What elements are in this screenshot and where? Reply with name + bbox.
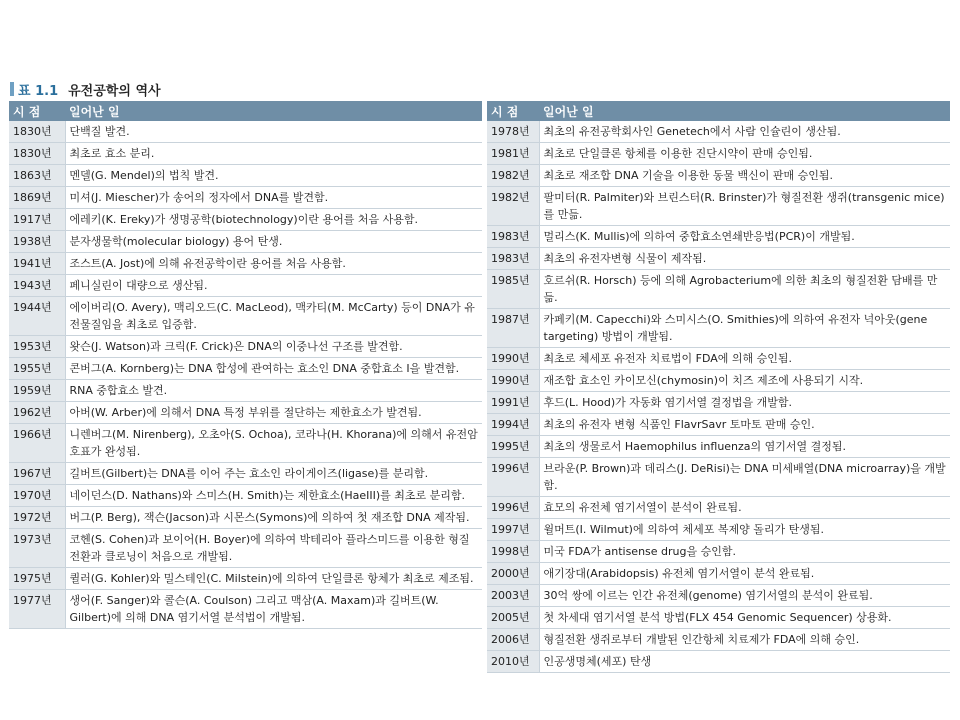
year-cell: 1983년: [487, 248, 539, 270]
table-row: [487, 270, 950, 309]
header-event: 일어난 일: [539, 101, 950, 121]
year-cell: 1830년: [9, 121, 65, 143]
event-cell: 최초로 효소 분리.: [65, 143, 482, 165]
year-cell: 1982년: [487, 187, 539, 226]
table-row: [9, 485, 482, 507]
year-cell: 1869년: [9, 187, 65, 209]
event-cell: 호르쉬(R. Horsch) 등에 의해 Agrobacterium에 의한 최초의 형질전환 담배를 만듦.: [539, 270, 950, 309]
year-cell: 1991년: [487, 392, 539, 414]
event-cell: 생어(F. Sanger)와 콜슨(A. Coulson) 그리고 맥삼(A. Maxam)과 길버트(W. Gilbert)에 의해 DNA 염기서열 분석법이 개발됨.: [65, 590, 482, 629]
year-cell: 1953년: [9, 336, 65, 358]
table-row: [487, 436, 950, 458]
year-cell: 1830년: [9, 143, 65, 165]
event-cell: 윌머트(I. Wilmut)에 의하여 체세포 복제양 돌리가 탄생됨.: [539, 519, 950, 541]
table-row: [487, 519, 950, 541]
event-cell: 후드(L. Hood)가 자동화 염기서열 결정법을 개발함.: [539, 392, 950, 414]
table-row: [487, 121, 950, 143]
event-cell: 버그(P. Berg), 잭슨(Jacson)과 시몬스(Symons)에 의하여 첫 재조합 DNA 제작됨.: [65, 507, 482, 529]
table-row: [487, 563, 950, 585]
year-cell: 1959년: [9, 380, 65, 402]
header-event: 일어난 일: [65, 101, 482, 121]
event-cell: 최초로 체세포 유전자 치료법이 FDA에 의해 승인됨.: [539, 348, 950, 370]
table-row: [9, 165, 482, 187]
year-cell: 1998년: [487, 541, 539, 563]
table-row: [9, 568, 482, 590]
table-row: [487, 392, 950, 414]
table-row: [487, 348, 950, 370]
table-row: [9, 121, 482, 143]
event-cell: 인공생명체(세포) 탄생: [539, 651, 950, 673]
year-cell: 1917년: [9, 209, 65, 231]
event-cell: 분자생물학(molecular biology) 용어 탄생.: [65, 231, 482, 253]
table-header-row: [9, 101, 482, 121]
table-row: [487, 226, 950, 248]
table-row: [487, 497, 950, 519]
year-cell: 1985년: [487, 270, 539, 309]
event-cell: 재조합 효소인 카이모신(chymosin)이 치즈 제조에 사용되기 시작.: [539, 370, 950, 392]
year-cell: 1977년: [9, 590, 65, 629]
year-cell: 1982년: [487, 165, 539, 187]
event-cell: 최초의 유전자변형 식물이 제작됨.: [539, 248, 950, 270]
year-cell: 1997년: [487, 519, 539, 541]
event-cell: 최초로 단일클론 항체를 이용한 진단시약이 판매 승인됨.: [539, 143, 950, 165]
table-number: 표 1.1: [18, 83, 59, 99]
event-cell: 퀼러(G. Kohler)와 밀스테인(C. Milstein)에 의하여 단일클론 항체가 최초로 제조됨.: [65, 568, 482, 590]
year-cell: 1955년: [9, 358, 65, 380]
table-row: [9, 507, 482, 529]
year-cell: 1970년: [9, 485, 65, 507]
year-cell: 2006년: [487, 629, 539, 651]
table-row: [487, 370, 950, 392]
header-time: 시 점: [487, 101, 539, 121]
year-cell: 1990년: [487, 370, 539, 392]
event-cell: 최초의 유전공학회사인 Genetech에서 사람 인슐린이 생산됨.: [539, 121, 950, 143]
table-row: [9, 209, 482, 231]
year-cell: 1972년: [9, 507, 65, 529]
year-cell: 2000년: [487, 563, 539, 585]
year-cell: 1983년: [487, 226, 539, 248]
history-table-left: [9, 101, 482, 629]
year-cell: 1975년: [9, 568, 65, 590]
table-row: [487, 143, 950, 165]
event-cell: 최초의 생물로서 Haemophilus influenza의 염기서열 결정됨.: [539, 436, 950, 458]
caption-marker: [10, 82, 14, 96]
event-cell: 길버트(Gilbert)는 DNA를 이어 주는 효소인 라이게이즈(ligase)를 분리함.: [65, 463, 482, 485]
table-row: [9, 402, 482, 424]
table-row: [9, 297, 482, 336]
event-cell: 최초로 재조합 DNA 기술을 이용한 동물 백신이 판매 승인됨.: [539, 165, 950, 187]
table-row: [487, 248, 950, 270]
table-row: [487, 165, 950, 187]
table-row: [9, 253, 482, 275]
history-table-right: [487, 101, 950, 673]
event-cell: 효모의 유전체 염기서열이 분석이 완료됨.: [539, 497, 950, 519]
year-cell: 1973년: [9, 529, 65, 568]
event-cell: 네이던스(D. Nathans)와 스미스(H. Smith)는 제한효소(HaeIII)를 최초로 분리함.: [65, 485, 482, 507]
table-row: [487, 585, 950, 607]
year-cell: 2010년: [487, 651, 539, 673]
event-cell: 멘델(G. Mendel)의 법칙 발견.: [65, 165, 482, 187]
table-row: [9, 380, 482, 402]
event-cell: 멀리스(K. Mullis)에 의하여 중합효소연쇄반응법(PCR)이 개발됨.: [539, 226, 950, 248]
year-cell: 1987년: [487, 309, 539, 348]
year-cell: 1990년: [487, 348, 539, 370]
year-cell: 1994년: [487, 414, 539, 436]
table-row: [9, 275, 482, 297]
table-row: [487, 309, 950, 348]
table-row: [9, 336, 482, 358]
year-cell: 1996년: [487, 497, 539, 519]
year-cell: 1944년: [9, 297, 65, 336]
header-time: 시 점: [9, 101, 65, 121]
year-cell: 1981년: [487, 143, 539, 165]
year-cell: 2005년: [487, 607, 539, 629]
event-cell: 에이버리(O. Avery), 맥리오드(C. MacLeod), 맥카티(M. McCarty) 등이 DNA가 유전물질임을 최초로 입증함.: [65, 297, 482, 336]
table-caption: [10, 80, 161, 98]
year-cell: 1966년: [9, 424, 65, 463]
table-title: 유전공학의 역사: [68, 83, 161, 99]
year-cell: 1938년: [9, 231, 65, 253]
event-cell: 코헨(S. Cohen)과 보이어(H. Boyer)에 의하여 박테리아 플라스미드를 이용한 형질전환과 클로닝이 처음으로 개발됨.: [65, 529, 482, 568]
table-row: [9, 529, 482, 568]
year-cell: 2003년: [487, 585, 539, 607]
event-cell: 형질전환 생쥐로부터 개발된 인간항체 치료제가 FDA에 의해 승인.: [539, 629, 950, 651]
event-cell: 콘버그(A. Kornberg)는 DNA 합성에 관여하는 효소인 DNA 중합효소 I을 발견함.: [65, 358, 482, 380]
event-cell: 미국 FDA가 antisense drug을 승인함.: [539, 541, 950, 563]
table-row: [9, 231, 482, 253]
event-cell: 카페키(M. Capecchi)와 스미시스(O. Smithies)에 의하여 유전자 넉아웃(gene targeting) 방법이 개발됨.: [539, 309, 950, 348]
event-cell: RNA 중합효소 발견.: [65, 380, 482, 402]
event-cell: 에레키(K. Ereky)가 생명공학(biotechnology)이란 용어를 처음 사용함.: [65, 209, 482, 231]
event-cell: 왓슨(J. Watson)과 크릭(F. Crick)은 DNA의 이중나선 구조를 발견함.: [65, 336, 482, 358]
year-cell: 1967년: [9, 463, 65, 485]
table-row: [487, 414, 950, 436]
event-cell: 팔미터(R. Palmiter)와 브린스터(R. Brinster)가 형질전환 생쥐(transgenic mice)를 만듦.: [539, 187, 950, 226]
event-cell: 최초의 유전자 변형 식품인 FlavrSavr 토마토 판매 승인.: [539, 414, 950, 436]
event-cell: 30억 쌍에 이르는 인간 유전체(genome) 염기서열의 분석이 완료됨.: [539, 585, 950, 607]
table-row: [487, 187, 950, 226]
table-row: [9, 358, 482, 380]
year-cell: 1941년: [9, 253, 65, 275]
event-cell: 단백질 발견.: [65, 121, 482, 143]
year-cell: 1962년: [9, 402, 65, 424]
year-cell: 1863년: [9, 165, 65, 187]
event-cell: 니렌버그(M. Nirenberg), 오초아(S. Ochoa), 코라나(H. Khorana)에 의해서 유전암호표가 완성됨.: [65, 424, 482, 463]
table-row: [487, 458, 950, 497]
event-cell: 페니실린이 대량으로 생산됨.: [65, 275, 482, 297]
year-cell: 1996년: [487, 458, 539, 497]
table-row: [487, 651, 950, 673]
year-cell: 1995년: [487, 436, 539, 458]
event-cell: 애기장대(Arabidopsis) 유전체 염기서열이 분석 완료됨.: [539, 563, 950, 585]
table-row: [487, 629, 950, 651]
table-row: [9, 463, 482, 485]
table-row: [9, 590, 482, 629]
event-cell: 브라운(P. Brown)과 데리스(J. DeRisi)는 DNA 미세배열(DNA microarray)을 개발함.: [539, 458, 950, 497]
table-row: [487, 541, 950, 563]
table-row: [9, 143, 482, 165]
table-row: [9, 187, 482, 209]
year-cell: 1943년: [9, 275, 65, 297]
event-cell: 아버(W. Arber)에 의해서 DNA 특정 부위를 절단하는 제한효소가 발견됨.: [65, 402, 482, 424]
table-row: [487, 607, 950, 629]
year-cell: 1978년: [487, 121, 539, 143]
event-cell: 첫 차세대 염기서열 분석 방법(FLX 454 Genomic Sequencer) 상용화.: [539, 607, 950, 629]
event-cell: 조스트(A. Jost)에 의해 유전공학이란 용어를 처음 사용함.: [65, 253, 482, 275]
event-cell: 미셔(J. Miescher)가 송어의 정자에서 DNA를 발견함.: [65, 187, 482, 209]
table-row: [9, 424, 482, 463]
table-header-row: [487, 101, 950, 121]
